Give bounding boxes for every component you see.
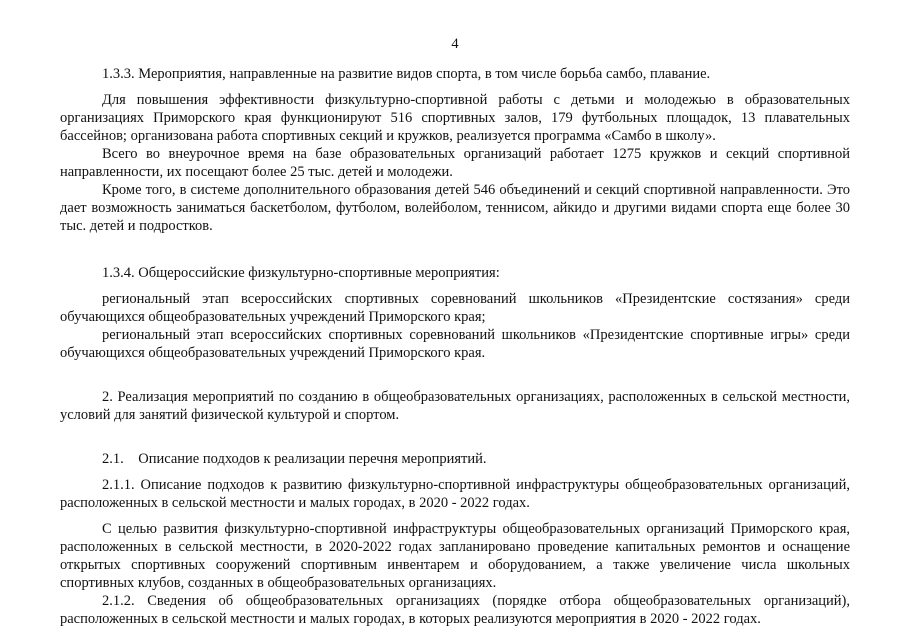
document-body bbox=[60, 65, 850, 628]
section-2-1-heading: 2.1. Описание подходов к реализации перечня мероприятий. bbox=[102, 451, 487, 467]
paragraph-2-1-2: 2.1.2. Сведения об общеобразовательных организациях (порядке отбора общеобразовательных организаций), расположенных в сельской местности и малых городах, в которых реализуются мероприятия в 2020 - 2022 годах. bbox=[60, 593, 850, 627]
paragraph-additional-education: Кроме того, в системе дополнительного образования детей 546 объединений и секций спортивной направленности. Это дает возможность заниматься баскетболом, футболом, волейболом, теннисом, айкидо и другими видами спорта еще более 30 тыс. детей и подростков. bbox=[60, 182, 850, 234]
page-number: 4 bbox=[451, 36, 459, 52]
section-1-3-4-heading: 1.3.4. Общероссийские физкультурно-спортивные мероприятия: bbox=[102, 265, 500, 281]
section-2-heading: 2. Реализация мероприятий по созданию в общеобразовательных организациях, расположенных в сельской местности, условий для занятий физической культурой и спортом. bbox=[60, 389, 850, 423]
section-1-3-3-heading: 1.3.3. Мероприятия, направленные на развитие видов спорта, в том числе борьба самбо, плавание. bbox=[102, 66, 711, 82]
paragraph-extracurricular-clubs: Всего во внеурочное время на базе образовательных организаций работает 1275 кружков и секций спортивной направленности, их посещают более 25 тыс. детей и молодежи. bbox=[60, 146, 850, 180]
paragraph-presidential-competitions: региональный этап всероссийских спортивных соревнований школьников «Президентские состязания» среди обучающихся общеобразовательных учреждений Приморского края; bbox=[60, 291, 850, 325]
paragraph-presidential-games: региональный этап всероссийских спортивных соревнований школьников «Президентские спортивные игры» среди обучающихся общеобразовательных учреждений Приморского края. bbox=[60, 327, 850, 361]
document-page bbox=[60, 0, 850, 640]
paragraph-infrastructure-development: С целью развития физкультурно-спортивной инфраструктуры общеобразовательных организаций Приморского края, расположенных в сельской местности, в 2020-2022 годах запланировано проведение капитальных ремонтов и оснащение открытых спортивных сооружений спортивным инвентарем и оборудованием, а также увеличение числа школьных спортивных клубов, созданных в общеобразовательных организациях. bbox=[60, 521, 850, 591]
paragraph-sports-facilities: Для повышения эффективности физкультурно-спортивной работы с детьми и молодежью в образовательных организациях Приморского края функционируют 516 спортивных залов, 179 футбольных площадок, 13 плавательных бассейнов; организована работа спортивных секций и кружков, реализуется программа «Самбо в школу». bbox=[60, 92, 850, 144]
paragraph-2-1-1: 2.1.1. Описание подходов к развитию физкультурно-спортивной инфраструктуры общеобразовательных организаций, расположенных в сельской местности и малых городах, в 2020 - 2022 годах. bbox=[60, 477, 850, 511]
